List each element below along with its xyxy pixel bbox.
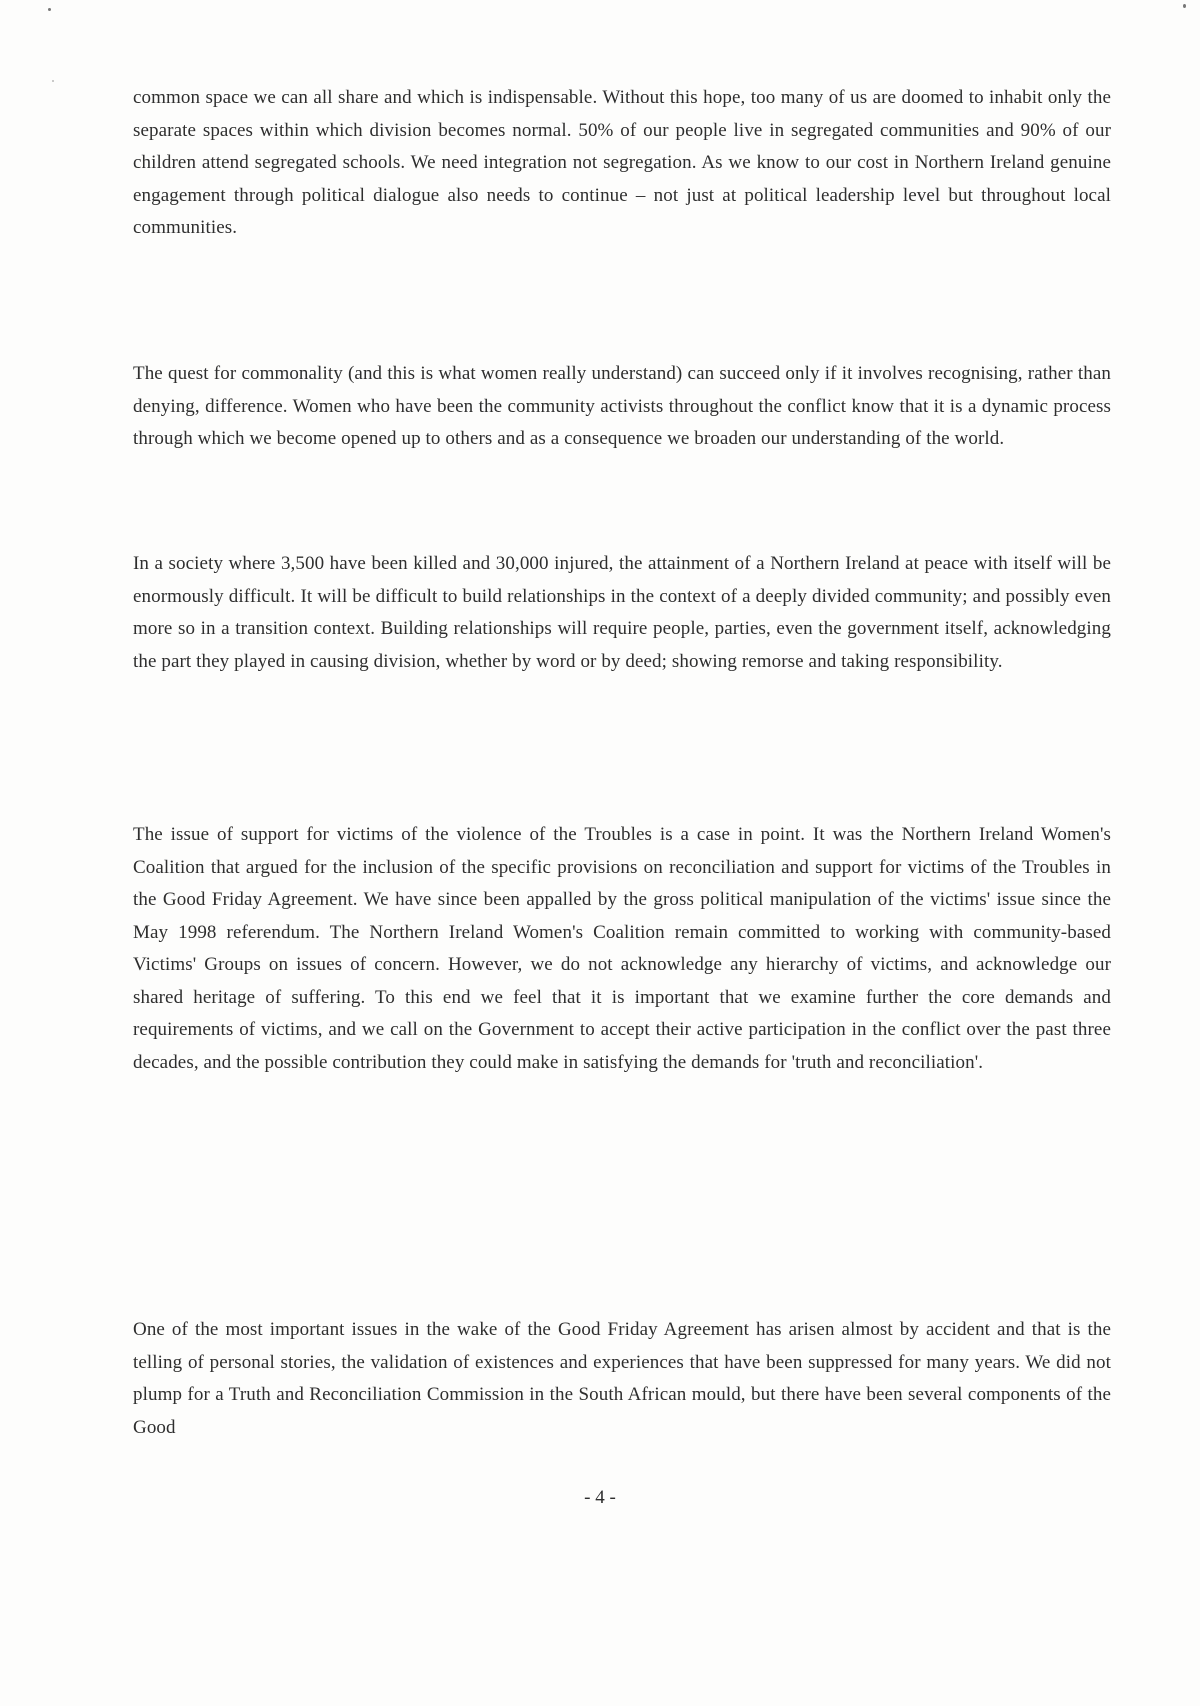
paragraph-text: common space we can all share and which is indispensable. Without this hope, too many of us are doomed to inhabit only the separate spaces within which division becomes normal. 50% of our people live in segregated communities and 90% of our children attend segregated schools. We need integration not segregation. As we know to our cost in Northern Ireland genuine engagement through political dialogue also needs to continue – not just at political leadership level but throughout local communities. <box>133 87 1111 238</box>
paragraph-3 <box>133 548 1111 678</box>
paragraph-5 <box>133 1314 1111 1444</box>
paragraph-text: The quest for commonality (and this is what women really understand) can succeed only if it involves recognising, rather than denying, difference. Women who have been the community activists throughout the conflict know that it is a dynamic process through which we become opened up to others and as a consequence we broaden our understanding of the world. <box>133 363 1111 449</box>
scan-speck <box>48 8 51 11</box>
scan-speck <box>1183 4 1186 8</box>
paragraph-text: The issue of support for victims of the violence of the Troubles is a case in point. It was the Northern Ireland Women's Coalition that argued for the inclusion of the specific provisions on reconciliation and support for victims of the Troubles in the Good Friday Agreement. We have since been appalled by the gross political manipulation of the victims' issue since the May 1998 referendum. The Northern Ireland Women's Coalition remain committed to working with community-based Victims' Groups on issues of concern. However, we do not acknowledge any hierarchy of victims, and acknowledge our shared heritage of suffering. To this end we feel that it is important that we examine further the core demands and requirements of victims, and we call on the Government to accept their active participation in the conflict over the past three decades, and the possible contribution they could make in satisfying the demands for 'truth and reconciliation'. <box>133 824 1111 1073</box>
paragraph-text: One of the most important issues in the wake of the Good Friday Agreement has arisen almost by accident and that is the telling of personal stories, the validation of existences and experiences that have been suppressed for many years. We did not plump for a Truth and Reconciliation Commission in the South African mould, but there have been several components of the Good <box>133 1319 1111 1438</box>
paragraph-4 <box>133 819 1111 1079</box>
paragraph-text: In a society where 3,500 have been killed and 30,000 injured, the attainment of a Northern Ireland at peace with itself will be enormously difficult. It will be difficult to build relationships in the context of a deeply divided community; and possibly even more so in a transition context. Building relationships will require people, parties, even the government itself, acknowledging the part they played in causing division, whether by word or by deed; showing remorse and taking responsibility. <box>133 553 1111 672</box>
page-number: - 4 - <box>584 1487 616 1508</box>
scan-speck <box>52 80 54 82</box>
paragraph-2 <box>133 358 1111 456</box>
paragraph-1 <box>133 82 1111 245</box>
